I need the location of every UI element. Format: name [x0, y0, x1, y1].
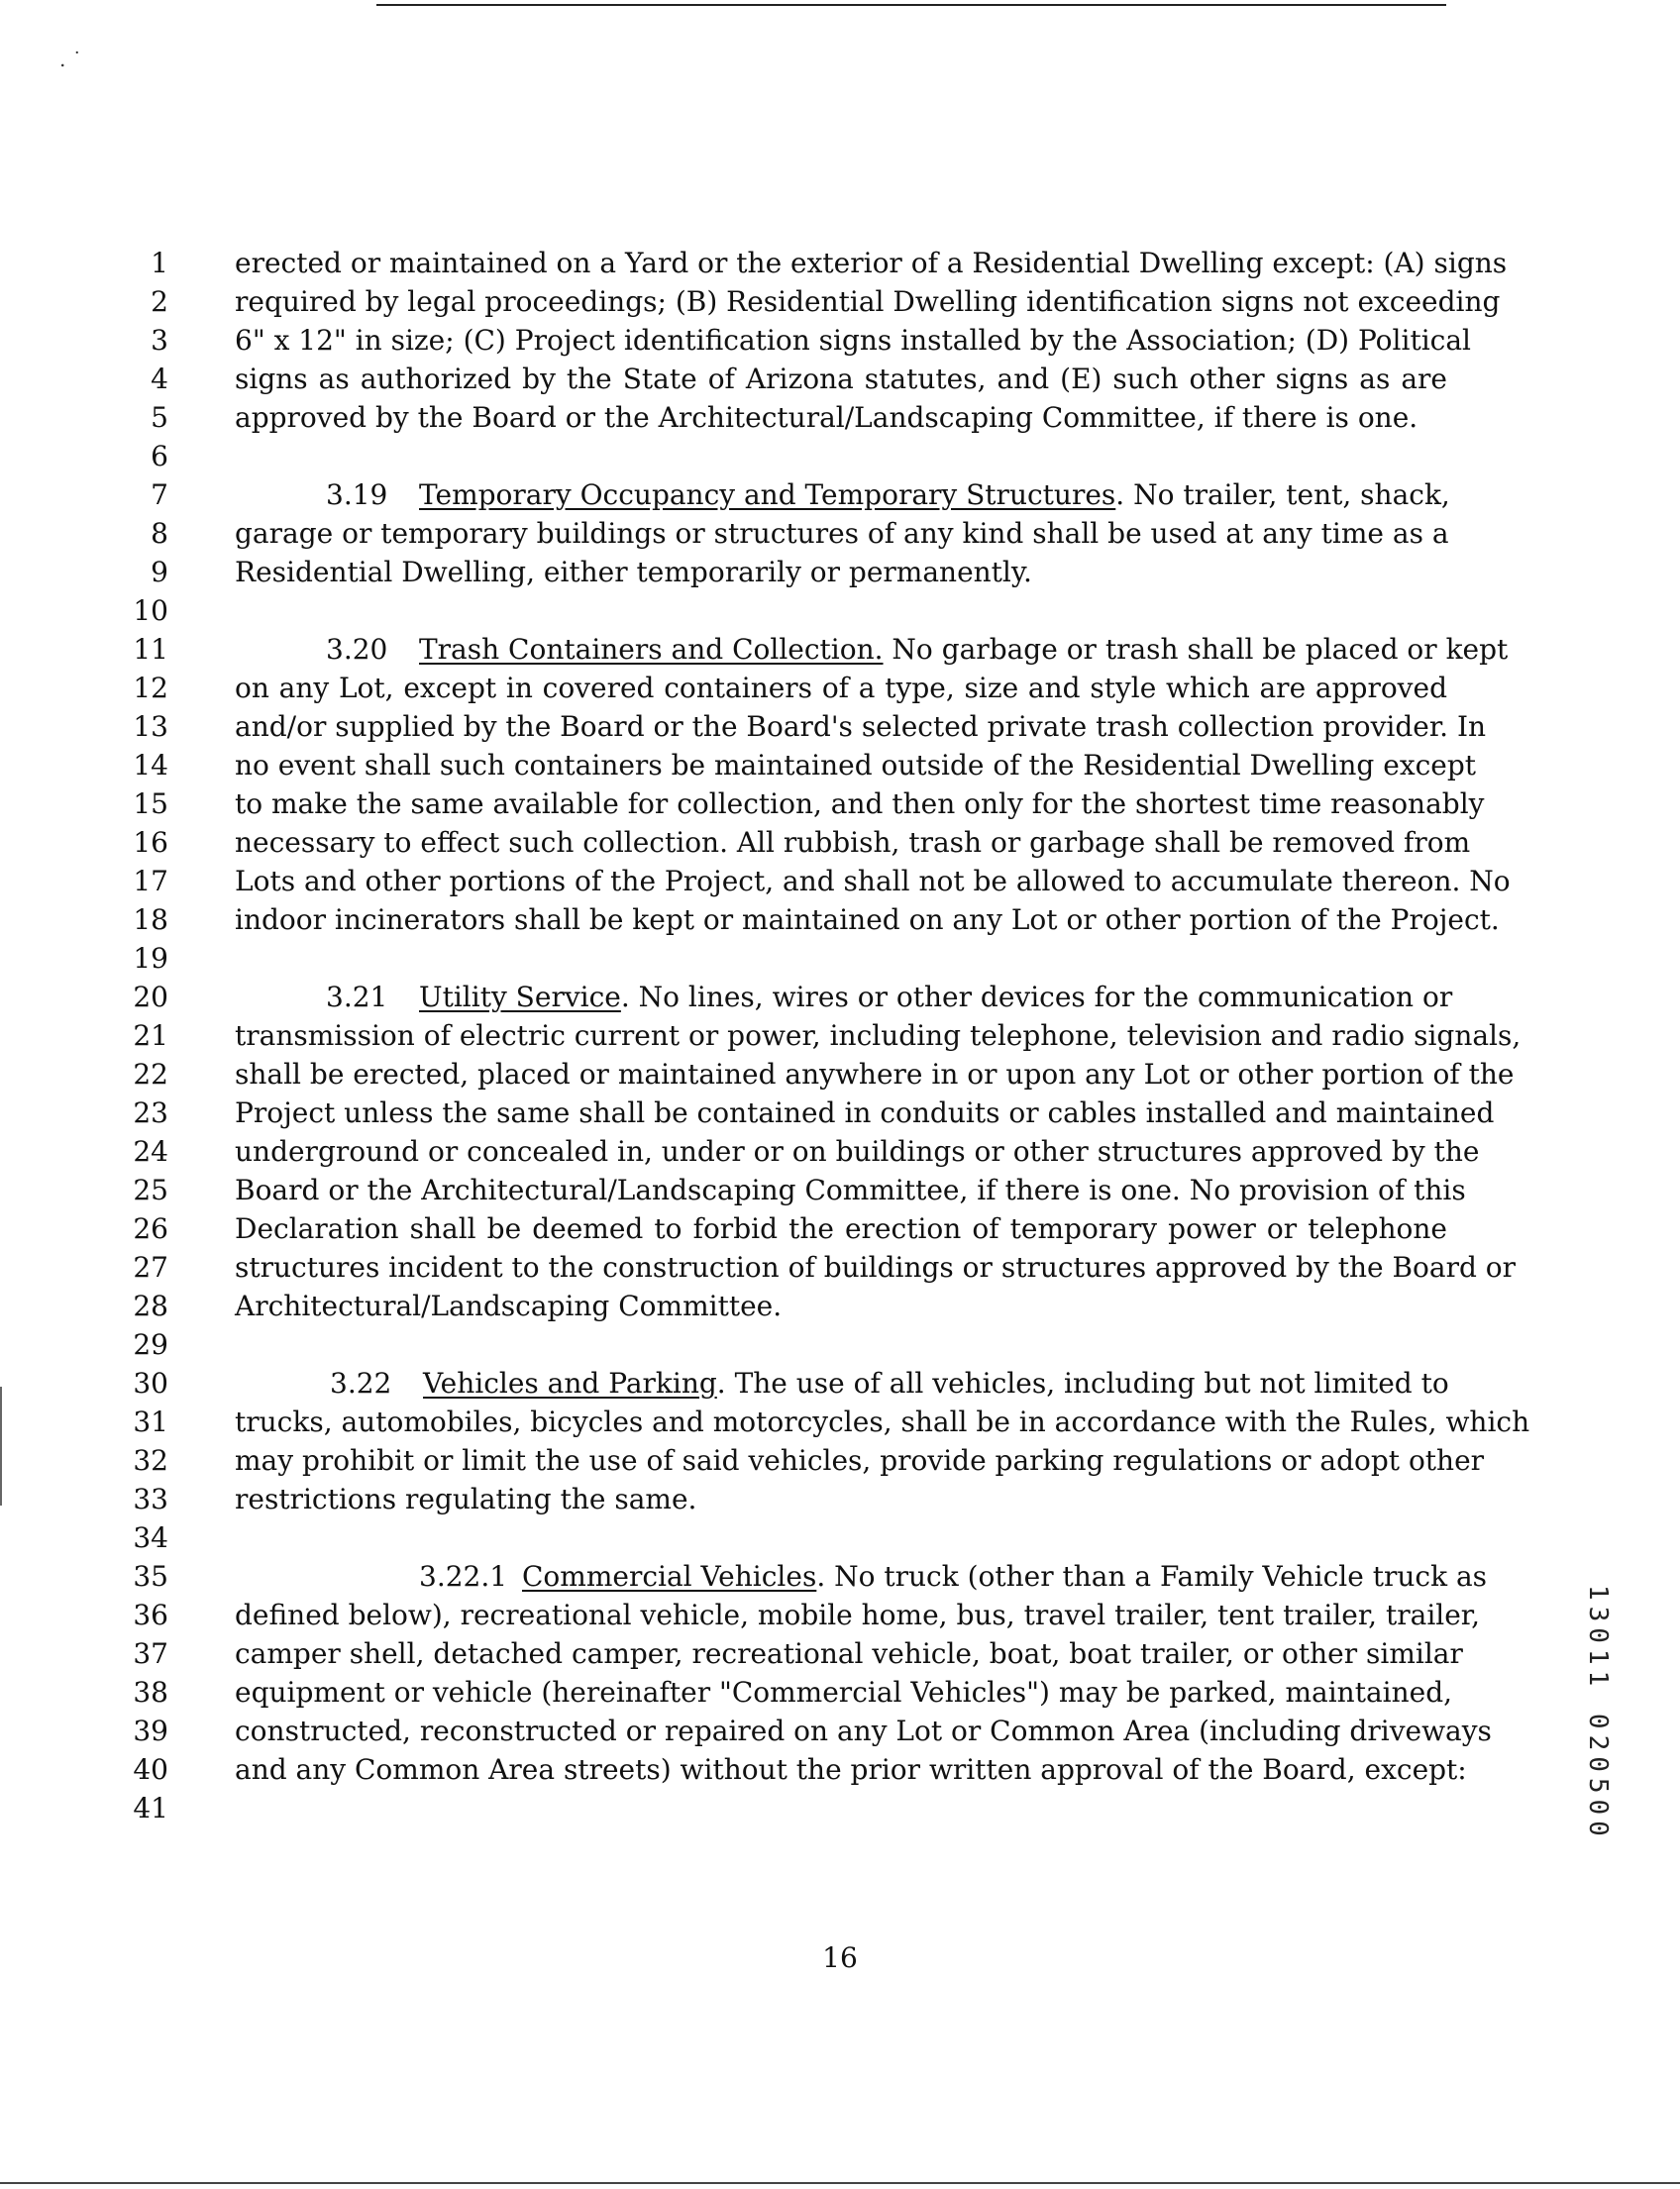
body-line: may prohibit or limit the use of said vehicles, provide parking regulations or adopt other [235, 1444, 1485, 1477]
body-line: necessary to effect such collection. All rubbish, trash or garbage shall be removed from [235, 826, 1471, 859]
line-number: 32 [133, 1444, 168, 1477]
body-line: required by legal proceedings; (B) Residential Dwelling identification signs not exceeding [235, 285, 1501, 318]
section-number: 3.19 [326, 478, 388, 511]
line-number: 22 [133, 1058, 168, 1091]
line-number: 17 [133, 865, 168, 897]
body-line: Board or the Architectural/Landscaping Committee, if there is one. No provision of this [235, 1174, 1466, 1206]
body-line: Residential Dwelling, either temporarily or permanently. [235, 556, 1032, 588]
bottom-edge-rule [0, 2182, 1680, 2184]
body-line: Lots and other portions of the Project, and shall not be allowed to accumulate thereon. No [235, 865, 1511, 897]
blank-line [235, 591, 1447, 630]
section-number: 3.21 [326, 981, 388, 1013]
recording-stamp: 13011 020500 [1583, 1585, 1613, 1842]
line-number: 16 [133, 826, 168, 859]
line-number: 15 [133, 787, 168, 820]
line-number: 41 [133, 1792, 168, 1824]
line-number: 28 [133, 1290, 168, 1322]
document-body [235, 244, 1530, 1827]
body-line: underground or concealed in, under or on buildings or other structures approved by the [235, 1135, 1480, 1168]
body-line: defined below), recreational vehicle, mobile home, bus, travel trailer, tent trailer, trailer, [235, 1599, 1481, 1631]
body-line: signs as authorized by the State of Arizona statutes, and (E) such other signs as are [235, 363, 1447, 395]
section-heading: Commercial Vehicles [522, 1560, 817, 1593]
body-line: transmission of electric current or power, including telephone, television and radio signals, [235, 1019, 1522, 1052]
body-line: Declaration shall be deemed to forbid the erection of temporary power or telephone [235, 1212, 1447, 1245]
line-number: 40 [133, 1753, 168, 1786]
line-number: 36 [133, 1599, 168, 1631]
section-3-22-first-line [235, 1364, 1447, 1403]
line-number: 7 [151, 478, 168, 511]
section-number: 3.20 [326, 633, 388, 666]
line-number: 8 [151, 517, 168, 550]
line-number: 23 [133, 1096, 168, 1129]
body-line: indoor incinerators shall be kept or maintained on any Lot or other portion of the Project. [235, 903, 1500, 936]
line-number: 30 [133, 1367, 168, 1400]
line-number: 1 [151, 247, 168, 279]
line-number: 39 [133, 1715, 168, 1747]
line-number: 27 [133, 1251, 168, 1284]
body-line: and any Common Area streets) without the prior written approval of the Board, except: [235, 1753, 1467, 1786]
section-3-20-first-line [235, 630, 1509, 669]
body-line: and/or supplied by the Board or the Board's selected private trash collection provider. In [235, 710, 1487, 743]
line-number: 34 [133, 1521, 168, 1554]
line-number: 12 [133, 672, 168, 704]
section-number: 3.22 [330, 1367, 392, 1400]
line-number: 33 [133, 1483, 168, 1515]
body-line: trucks, automobiles, bicycles and motorcycles, shall be in accordance with the Rules, which [235, 1406, 1530, 1438]
line-number-column [109, 244, 168, 1827]
line-number: 13 [133, 710, 168, 743]
section-3-19-first-line [235, 475, 1450, 514]
section-3-22-1-first-line [235, 1557, 1488, 1596]
line-number: 9 [151, 556, 168, 588]
section-number: 3.22.1 [419, 1560, 508, 1593]
line-number: 31 [133, 1406, 168, 1438]
section-heading: Vehicles and Parking [423, 1367, 717, 1400]
scan-specks: . ˙ [59, 48, 82, 71]
section-text: . No lines, wires or other devices for the communication or [620, 981, 1453, 1013]
line-number: 2 [151, 285, 168, 318]
top-edge-rule [376, 4, 1446, 6]
section-text: . No trailer, tent, shack, [1115, 478, 1450, 511]
section-3-21-first-line [235, 978, 1453, 1016]
line-number: 6 [151, 440, 168, 472]
line-number: 19 [133, 942, 168, 975]
body-line: garage or temporary buildings or structures of any kind shall be used at any time as a [235, 517, 1449, 550]
body-line: to make the same available for collection, and then only for the shortest time reasonably [235, 787, 1485, 820]
line-number: 24 [133, 1135, 168, 1168]
body-line: camper shell, detached camper, recreational vehicle, boat, boat trailer, or other similar [235, 1637, 1463, 1670]
blank-line [235, 437, 1447, 475]
body-line: equipment or vehicle (hereinafter "Commercial Vehicles") may be parked, maintained, [235, 1676, 1453, 1709]
body-line: 6" x 12" in size; (C) Project identification signs installed by the Association; (D) Political [235, 324, 1471, 357]
blank-line [235, 1518, 1447, 1557]
line-number: 4 [151, 363, 168, 395]
section-heading: Temporary Occupancy and Temporary Structures [419, 478, 1116, 511]
line-number: 21 [133, 1019, 168, 1052]
blank-line [235, 1789, 1447, 1827]
body-line: restrictions regulating the same. [235, 1483, 697, 1515]
line-number: 25 [133, 1174, 168, 1206]
body-line: Architectural/Landscaping Committee. [235, 1290, 783, 1322]
line-number: 35 [133, 1560, 168, 1593]
body-line: no event shall such containers be maintained outside of the Residential Dwelling except [235, 749, 1477, 782]
body-line: approved by the Board or the Architectural/Landscaping Committee, if there is one. [235, 401, 1418, 434]
line-number: 11 [133, 633, 168, 666]
line-number: 5 [151, 401, 168, 434]
line-number: 10 [133, 594, 168, 627]
section-heading: Trash Containers and Collection. [419, 633, 884, 666]
page-number: 16 [822, 1941, 858, 1974]
section-heading: Utility Service [419, 981, 621, 1013]
body-line: on any Lot, except in covered containers of a type, size and style which are approved [235, 672, 1447, 704]
blank-line [235, 939, 1447, 978]
line-number: 26 [133, 1212, 168, 1245]
section-text: . The use of all vehicles, including but not limited to [716, 1367, 1449, 1400]
line-number: 18 [133, 903, 168, 936]
line-number: 37 [133, 1637, 168, 1670]
line-number: 20 [133, 981, 168, 1013]
line-number: 3 [151, 324, 168, 357]
body-line: constructed, reconstructed or repaired on any Lot or Common Area (including driveways [235, 1715, 1492, 1747]
line-number: 29 [133, 1328, 168, 1361]
body-line: erected or maintained on a Yard or the exterior of a Residential Dwelling except: (A) signs [235, 247, 1508, 279]
body-line: shall be erected, placed or maintained anywhere in or upon any Lot or other portion of the [235, 1058, 1515, 1091]
section-text: No garbage or trash shall be placed or kept [883, 633, 1509, 666]
line-number: 14 [133, 749, 168, 782]
line-number: 38 [133, 1676, 168, 1709]
left-edge-mark [0, 1387, 2, 1506]
blank-line [235, 1325, 1447, 1364]
body-line: structures incident to the construction of buildings or structures approved by the Board or [235, 1251, 1517, 1284]
section-text: . No truck (other than a Family Vehicle truck as [816, 1560, 1488, 1593]
body-line: Project unless the same shall be contained in conduits or cables installed and maintained [235, 1096, 1495, 1129]
